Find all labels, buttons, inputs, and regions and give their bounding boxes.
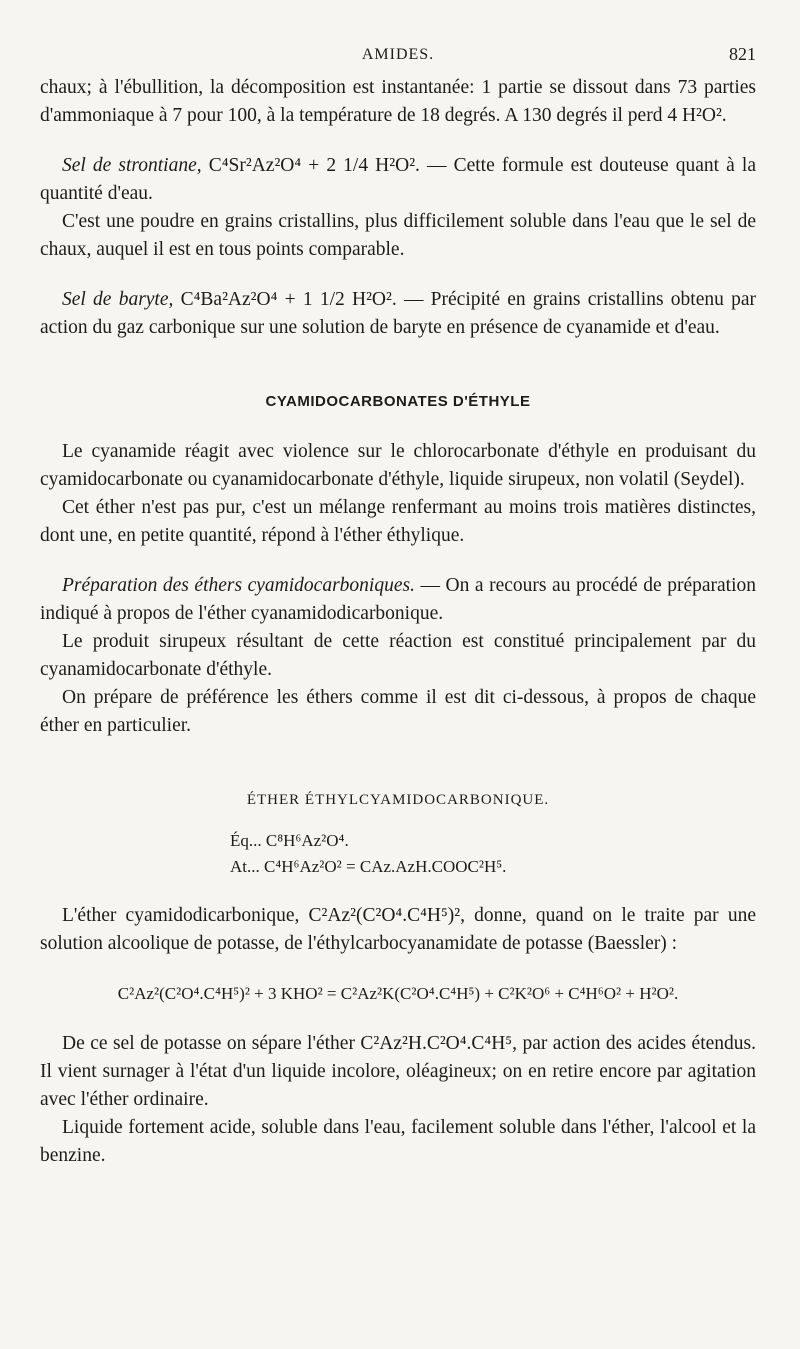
paragraph-chaux: chaux; à l'ébullition, la décomposition est instantanée: 1 partie se dissout dans 73 parties d'ammoniaque à 7 pour 100, à la température de 18 degrés. A 130 degrés il perd 4 H²O².	[40, 77, 756, 126]
text-strontiane: C⁴Sr²Az²O⁴ + 2 1/4 H²O². — Cette formule est douteuse quant à la quantité d'eau.	[40, 155, 756, 204]
formula-block	[230, 828, 756, 880]
paragraph-baryte	[40, 286, 756, 342]
text-baryte: C⁴Ba²Az²O⁴ + 1 1/2 H²O². — Précipité en grains cristallins obtenu par action du gaz carbonique sur une solution de baryte en présence de cyanamide et d'eau.	[40, 289, 756, 338]
formula-atomic: At... C⁴H⁶Az²O² = CAz.AzH.COOC²H⁵.	[230, 857, 507, 876]
paragraph-poudre: C'est une poudre en grains cristallins, plus difficilement soluble dans l'eau que le sel de chaux, auquel il est en tous points comparable.	[40, 211, 756, 260]
paragraph-sel-de-potasse: De ce sel de potasse on sépare l'éther C²Az²H.C²O⁴.C⁴H⁵, par action des acides étendus. Il vient surnager à l'état d'un liquide incolore, oléagineux; on en retire encore par agitation avec l'éther ordinaire.	[40, 1033, 756, 1110]
label-strontiane: Sel de strontiane,	[62, 155, 202, 176]
paragraph-preparation	[40, 572, 756, 628]
document-page	[40, 38, 756, 1170]
paragraph-on-prepare: On prépare de préférence les éthers comme il est dit ci-dessous, à propos de chaque éther en particulier.	[40, 687, 756, 736]
text-preparation: — On a recours au procédé de préparation indiqué à propos de l'éther cyanamidodicarbonique.	[40, 575, 756, 624]
paragraph-ether-pas-pur: Cet éther n'est pas pur, c'est un mélange renfermant au moins trois matières distinctes, dont une, en petite quantité, répond à l'éther éthylique.	[40, 497, 756, 546]
paragraph-liquide-acide: Liquide fortement acide, soluble dans l'eau, facilement soluble dans l'éther, l'alcool et la benzine.	[40, 1117, 756, 1166]
formula-equivalent: Éq... C⁸H⁶Az²O⁴.	[230, 831, 349, 850]
reaction-equation: C²Az²(C²O⁴.C⁴H⁵)² + 3 KHO² = C²Az²K(C²O⁴.C⁴H⁵) + C²K²O⁶ + C⁴H⁶O² + H²O².	[117, 984, 679, 1003]
running-header	[40, 38, 756, 74]
paragraph-strontiane	[40, 152, 756, 208]
section-title: CYAMIDOCARBONATES D'ÉTHYLE	[265, 393, 531, 410]
page-number: 821	[729, 44, 756, 64]
subsection-title: ÉTHER ÉTHYLCYAMIDOCARBONIQUE.	[246, 792, 550, 808]
label-preparation: Préparation des éthers cyamidocarboniques.	[62, 575, 415, 596]
paragraph-cyamidodicarbonique: L'éther cyamidodicarbonique, C²Az²(C²O⁴.C⁴H⁵)², donne, quand on le traite par une solution alcoolique de potasse, de l'éthylcarbocyanamidate de potasse (Baessler) :	[40, 905, 756, 954]
running-title: AMIDES.	[361, 46, 435, 63]
label-baryte: Sel de baryte,	[62, 289, 174, 310]
paragraph-produit-sirupeux: Le produit sirupeux résultant de cette réaction est constitué principalement par du cyanamidocarbonate d'éthyle.	[40, 631, 756, 680]
paragraph-cyanamide-reagit: Le cyanamide réagit avec violence sur le chlorocarbonate d'éthyle en produisant du cyamidocarbonate ou cyanamidocarbonate d'éthyle, liquide sirupeux, non volatil (Seydel).	[40, 441, 756, 490]
